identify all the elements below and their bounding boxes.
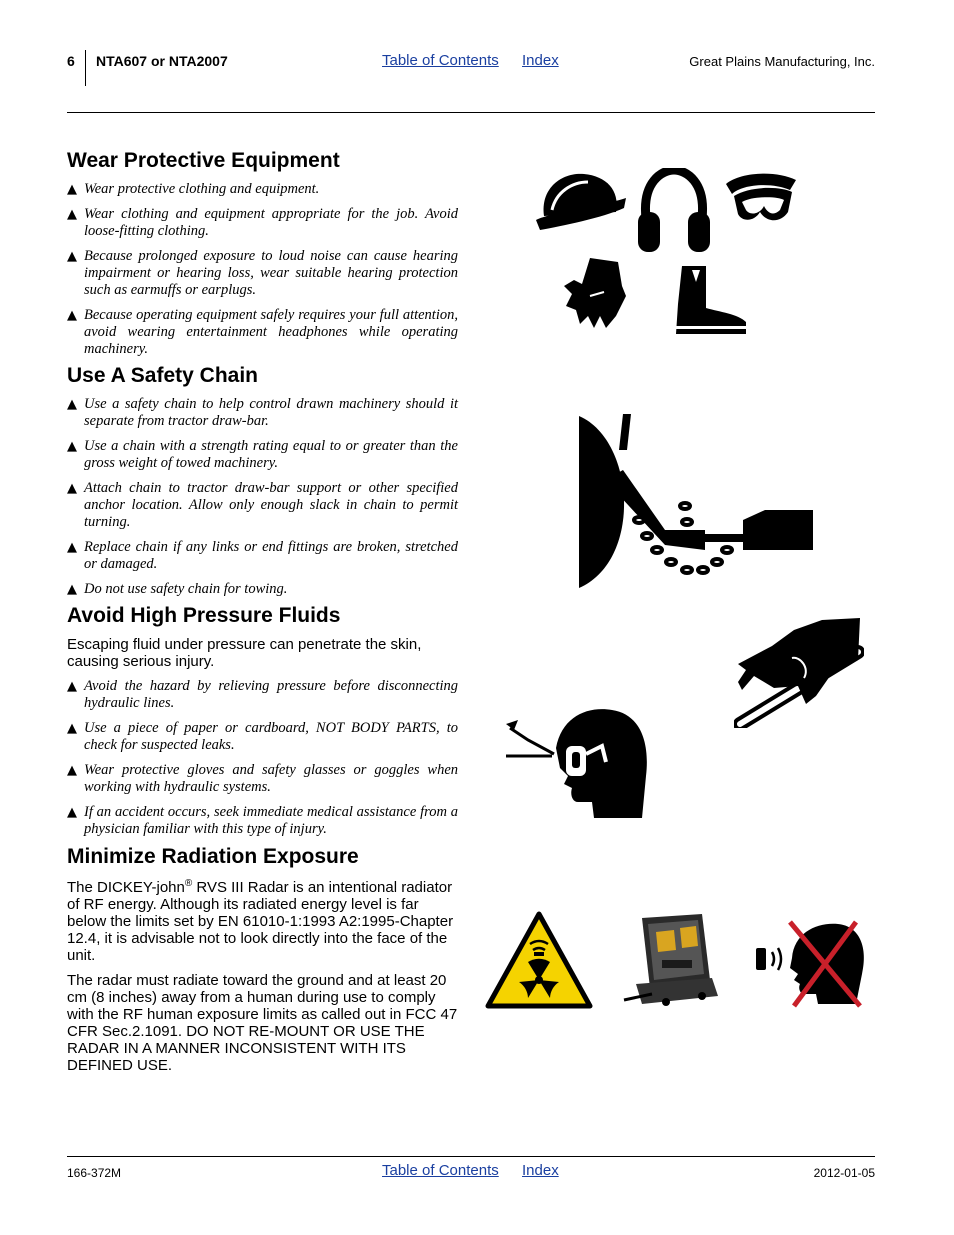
list-item: ▲ Do not use safety chain for towing. (67, 581, 288, 597)
part-number: 166-372M (67, 1166, 122, 1180)
footer-date: 2012-01-05 (813, 1166, 875, 1180)
list-item: ▲ Replace chain if any links or end fittings are broken, stretched or damaged. (67, 539, 458, 572)
triangle-bullet-icon: ▲ (67, 207, 77, 222)
triangle-bullet-icon: ▲ (67, 805, 77, 820)
section-title-ppe: Wear Protective Equipment (67, 149, 340, 172)
footer-rule (67, 1156, 875, 1157)
triangle-bullet-icon: ▲ (67, 679, 77, 694)
hard-hat-icon (532, 168, 628, 234)
header-index-link[interactable]: Index (522, 52, 559, 69)
list-item: ▲ Avoid the hazard by relieving pressure before disconnecting hydraulic lines. (67, 678, 458, 711)
triangle-bullet-icon: ▲ (67, 481, 77, 496)
triangle-bullet-icon: ▲ (67, 182, 77, 197)
fluids-intro: Escaping fluid under pressure can penetrate the skin, causing serious injury. (67, 636, 422, 670)
list-item: ▲ Wear protective gloves and safety glasses or goggles when working with hydraulic systems. (67, 762, 458, 795)
radiation-warning-icon (484, 910, 594, 1010)
list-item: ▲ Attach chain to tractor draw-bar support or other specified anchor location. Allow only enough slack in chain to permit turning. (67, 480, 458, 530)
section-title-chain: Use A Safety Chain (67, 364, 258, 387)
triangle-bullet-icon: ▲ (67, 763, 77, 778)
radar-unit-icon (622, 910, 722, 1012)
ppe-bullet-list (67, 181, 458, 366)
list-item: ▲ Use a safety chain to help control drawn machinery should it separate from tractor draw-bar. (67, 396, 458, 429)
list-item: ▲ Wear clothing and equipment appropriate for the job. Avoid loose-fitting clothing. (67, 206, 458, 239)
chain-bullet-list (67, 396, 458, 606)
section-title-fluids: Avoid High Pressure Fluids (67, 604, 341, 627)
goggles-icon (720, 168, 800, 228)
list-item: ▲ Use a piece of paper or cardboard, NOT BODY PARTS, to check for suspected leaks. (67, 720, 458, 753)
triangle-bullet-icon: ▲ (67, 249, 77, 264)
list-item: ▲ Because prolonged exposure to loud noise can cause hearing impairment or hearing loss, wear suitable hearing protection such as earmuffs or earplugs. (67, 248, 458, 298)
triangle-bullet-icon: ▲ (67, 397, 77, 412)
fluids-content (67, 636, 458, 846)
company-name: Great Plains Manufacturing, Inc. (689, 54, 875, 69)
boot-icon (674, 264, 750, 338)
triangle-bullet-icon: ▲ (67, 582, 77, 597)
safety-chain-illustration (575, 410, 815, 590)
safety-glasses-head-icon (504, 706, 650, 822)
list-item: ▲ If an accident occurs, seek immediate medical assistance from a physician familiar with this type of injury. (67, 804, 458, 837)
footer-index-link[interactable]: Index (522, 1162, 559, 1179)
triangle-bullet-icon: ▲ (67, 308, 77, 323)
header-toc-link[interactable]: Table of Contents (382, 52, 499, 69)
triangle-bullet-icon: ▲ (67, 721, 77, 736)
gloves-icon (560, 256, 630, 332)
list-item: ▲ Use a chain with a strength rating equal to or greater than the gross weight of towed machinery. (67, 438, 458, 471)
footer-toc-link[interactable]: Table of Contents (382, 1162, 499, 1179)
list-item: ▲ Wear protective clothing and equipment. (67, 181, 320, 197)
triangle-bullet-icon: ▲ (67, 540, 77, 555)
radiation-paragraph-2: The radar must radiate toward the ground and at least 20 cm (8 inches) away from a human during use to comply with the RF human exposure limits as called out in FCC 47 CFR Sec.2.1091. DO NOT RE-MOUNT OR USE THE RADAR IN A MANNER INCONSISTENT WITH ITS DEFINED USE. (67, 972, 458, 1074)
radiation-paragraph-1: The DICKEY-john® RVS III Radar is an intentional radiator of RF energy. Although its radiated energy level is far below the limits set by EN 61010-1:1993 A2:1995-Chapter 12.4, it is advisable not to look directly into the face of the unit. (67, 878, 454, 964)
header-rule (67, 112, 875, 113)
no-look-radar-icon (752, 918, 870, 1010)
section-title-radiation: Minimize Radiation Exposure (67, 845, 359, 868)
page-number: 6 (67, 53, 75, 69)
list-item: ▲ Because operating equipment safely requires your full attention, avoid wearing entertainment headphones while operating machinery. (67, 307, 458, 357)
triangle-bullet-icon: ▲ (67, 439, 77, 454)
hand-pressure-fluid-icon (734, 616, 864, 728)
header-divider (85, 50, 86, 86)
radiation-content (67, 875, 458, 1082)
doc-title: NTA607 or NTA2007 (96, 53, 228, 69)
earmuffs-icon (636, 168, 712, 256)
